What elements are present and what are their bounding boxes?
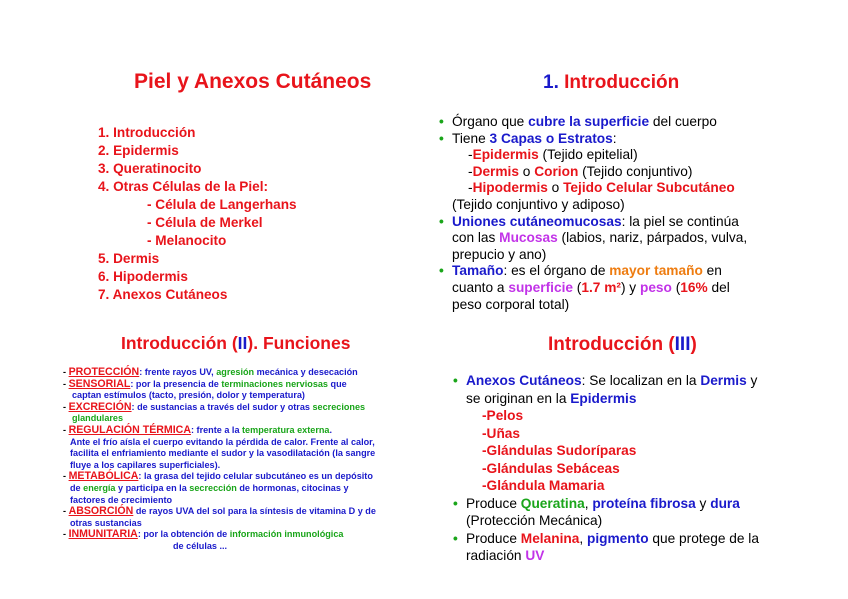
bullet: • Produce Melanina, pigmento que protege de la (452, 530, 812, 548)
function-cont: Ante el frío aísla el cuerpo evitando la pérdida de calor. Frente al calor, (70, 436, 375, 447)
annex-item: -Pelos (482, 408, 524, 423)
function-item: - SENSORIAL: por la presencia de terminaciones nerviosas que (63, 377, 347, 390)
function-item: - INMUNITARIA: por la obtención de información inmunológica (63, 528, 344, 541)
function-cont-cut: de células ... (173, 540, 228, 549)
index-item: 7. Anexos Cutáneos (98, 287, 228, 302)
index-subitem: - Célula de Langerhans (147, 197, 297, 212)
annexes-body (452, 372, 812, 565)
function-cont: otras sustancias (70, 517, 142, 528)
bullet: • Tamaño: es el órgano de mayor tamaño en (438, 263, 808, 280)
function-cont: captan estímulos (tacto, presión, dolor y temperatura) (72, 390, 305, 401)
function-cont: glandulares (72, 413, 124, 424)
annex-item: -Glándula Mamaria (482, 478, 605, 493)
section-title: Introducción (III) (548, 334, 697, 355)
main-title: Piel y Anexos Cutáneos (134, 70, 372, 93)
function-item: - ABSORCIÓN de rayos UVA del sol para la síntesis de vitamina D y de (63, 505, 376, 518)
annexes-panel (452, 334, 812, 565)
functions-body (63, 367, 425, 549)
index-subitem: - Melanocito (147, 233, 227, 248)
bullet-cont: se originan en la Epidermis (466, 390, 637, 406)
function-cont: de energía y participa en la secrección de hormonas, citocinas y (70, 482, 349, 493)
annex-item: -Glándulas Sebáceas (482, 460, 620, 476)
annex-item: -Glándulas Sudoríparas (482, 443, 637, 458)
bullet: • Uniones cutáneomucosas: la piel se continúa (438, 214, 808, 231)
function-cont: factores de crecimiento (70, 494, 173, 505)
function-cont: facilita el enfriamiento mediante el sudor y la vasodilatación (la sangre (70, 448, 376, 459)
bullet: • Produce Queratina, proteína fibrosa y dura (452, 495, 812, 513)
introduction-panel (438, 72, 808, 313)
layer-line: -Hipodermis o Tejido Celular Subcutáneo (468, 180, 735, 196)
index-item: 4. Otras Células de la Piel: (98, 179, 268, 194)
bullet-cont: (Protección Mecánica) (466, 513, 603, 528)
layer-line: -Epidermis (Tejido epitelial) (468, 147, 638, 163)
layer-line: (Tejido conjuntivo y adiposo) (452, 196, 625, 212)
index-item: 1. Introducción (98, 125, 196, 140)
function-item: - METABÓLICA: la grasa del tejido celular subcutáneo es un depósito (63, 470, 373, 483)
function-item: - EXCRECIÓN: de sustancias a través del sudor y otras secreciones (63, 400, 366, 413)
bullet: • Anexos Cutáneos: Se localizan en la Dermis y (452, 372, 812, 390)
function-item: - PROTECCIÓN: frente rayos UV, agresión mecánica y desecación (63, 366, 358, 378)
annex-item: -Uñas (482, 425, 521, 441)
bullet-cont: radiación UV (466, 548, 545, 563)
functions-panel (63, 333, 425, 549)
bullet-cont: con las Mucosas (labios, nariz, párpados, vulva, (452, 230, 748, 246)
layer-line: -Dermis o Corion (Tejido conjuntivo) (468, 163, 693, 179)
index-item: 3. Queratinocito (98, 161, 202, 176)
function-cont: fluye a los capilares superficiales). (70, 459, 221, 470)
bullet: • Órgano que cubre la superficie del cuerpo (438, 114, 808, 131)
index-list (98, 124, 410, 304)
bullet-cont: cuanto a superficie (1.7 m²) y peso (16% del (452, 279, 730, 295)
bullet: • Tiene 3 Capas o Estratos: (438, 131, 808, 148)
section-title: 1. Introducción (543, 72, 680, 93)
bullet-cont: prepucio y ano) (452, 246, 547, 262)
index-subitem: - Célula de Merkel (147, 215, 263, 230)
bullet-cont: peso corporal total) (452, 296, 570, 312)
index-item: 5. Dermis (98, 251, 160, 266)
index-item: 2. Epidermis (98, 143, 179, 158)
function-item: - REGULACIÓN TÉRMICA: frente a la temperatura externa. (63, 423, 333, 436)
index-panel (90, 70, 410, 304)
section-title: Introducción (II). Funciones (121, 333, 351, 353)
index-item: 6. Hipodermis (98, 269, 188, 284)
introduction-body (438, 114, 808, 313)
